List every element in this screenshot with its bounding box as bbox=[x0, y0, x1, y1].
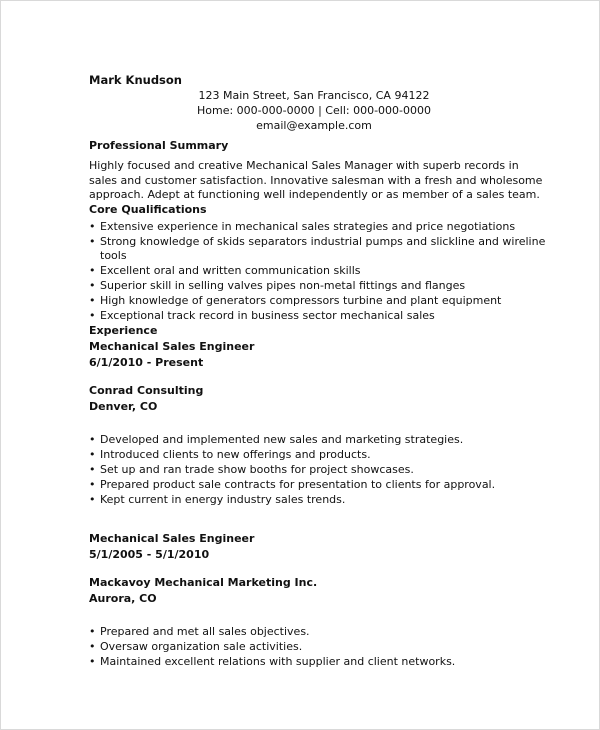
bullet-icon: • bbox=[89, 463, 96, 476]
job-dates: 5/1/2005 - 5/1/2010 bbox=[89, 548, 210, 561]
list-item bbox=[89, 294, 549, 309]
job-company: Conrad Consulting bbox=[89, 384, 204, 397]
duty-text: Prepared and met all sales objectives. bbox=[100, 625, 310, 638]
qualifications-list bbox=[89, 220, 549, 324]
duty-text: Developed and implemented new sales and marketing strategies. bbox=[100, 433, 464, 446]
list-item bbox=[89, 463, 549, 478]
job-company: Mackavoy Mechanical Marketing Inc. bbox=[89, 576, 318, 589]
contact-email: email@example.com bbox=[256, 119, 372, 132]
bullet-icon: • bbox=[89, 264, 96, 277]
qualification-text: Exceptional track record in business sector mechanical sales bbox=[100, 309, 435, 322]
bullet-icon: • bbox=[89, 433, 96, 446]
list-item bbox=[89, 448, 549, 463]
job-title: Mechanical Sales Engineer bbox=[89, 532, 255, 545]
job-duties-list bbox=[89, 625, 549, 670]
bullet-icon: • bbox=[89, 279, 96, 292]
list-item bbox=[89, 433, 549, 448]
list-item bbox=[89, 279, 549, 294]
list-item bbox=[89, 309, 549, 324]
experience-heading: Experience bbox=[89, 324, 158, 337]
bullet-icon: • bbox=[89, 234, 96, 248]
list-item bbox=[89, 493, 549, 508]
list-item bbox=[89, 264, 549, 279]
contact-block bbox=[89, 89, 539, 134]
bullet-icon: • bbox=[89, 625, 96, 638]
bullet-icon: • bbox=[89, 448, 96, 461]
qualification-text: Excellent oral and written communication skills bbox=[100, 264, 361, 277]
list-item bbox=[89, 478, 549, 493]
bullet-icon: • bbox=[89, 640, 96, 653]
contact-address: 123 Main Street, San Francisco, CA 94122 bbox=[198, 89, 430, 102]
job-title: Mechanical Sales Engineer bbox=[89, 340, 255, 353]
job-dates: 6/1/2010 - Present bbox=[89, 356, 204, 369]
job-location: Denver, CO bbox=[89, 400, 158, 413]
duty-text: Maintained excellent relations with supplier and client networks. bbox=[100, 655, 456, 668]
list-item bbox=[89, 655, 549, 670]
resume-content bbox=[89, 73, 549, 670]
list-item bbox=[89, 235, 549, 264]
duty-text: Prepared product sale contracts for presentation to clients for approval. bbox=[100, 478, 496, 491]
summary-heading: Professional Summary bbox=[89, 139, 229, 152]
qualification-text: Strong knowledge of skids separators industrial pumps and slickline and wireline tools bbox=[100, 234, 546, 262]
candidate-name: Mark Knudson bbox=[89, 73, 182, 87]
bullet-icon: • bbox=[89, 478, 96, 491]
qualification-text: High knowledge of generators compressors turbine and plant equipment bbox=[100, 294, 502, 307]
duty-text: Oversaw organization sale activities. bbox=[100, 640, 303, 653]
qualification-text: Superior skill in selling valves pipes non-metal fittings and flanges bbox=[100, 279, 466, 292]
duty-text: Set up and ran trade show booths for project showcases. bbox=[100, 463, 414, 476]
duty-text: Introduced clients to new offerings and products. bbox=[100, 448, 371, 461]
bullet-icon: • bbox=[89, 493, 96, 506]
bullet-icon: • bbox=[89, 219, 96, 233]
contact-phones: Home: 000-000-0000 | Cell: 000-000-0000 bbox=[197, 104, 431, 117]
job-location: Aurora, CO bbox=[89, 592, 157, 605]
bullet-icon: • bbox=[89, 309, 96, 322]
job-duties-list bbox=[89, 433, 549, 508]
qualification-text: Extensive experience in mechanical sales strategies and price negotiations bbox=[100, 219, 516, 233]
summary-text: Highly focused and creative Mechanical Sales Manager with superb records in sales and customer satisfaction. Innovative salesman with a fresh and wholesome approach. Adept at functioning well independently or as member of a sales team. bbox=[89, 159, 543, 201]
bullet-icon: • bbox=[89, 294, 96, 307]
bullet-icon: • bbox=[89, 655, 96, 668]
list-item bbox=[89, 220, 549, 235]
list-item bbox=[89, 625, 549, 640]
duty-text: Kept current in energy industry sales trends. bbox=[100, 493, 346, 506]
qualifications-heading: Core Qualifications bbox=[89, 202, 207, 216]
list-item bbox=[89, 640, 549, 655]
